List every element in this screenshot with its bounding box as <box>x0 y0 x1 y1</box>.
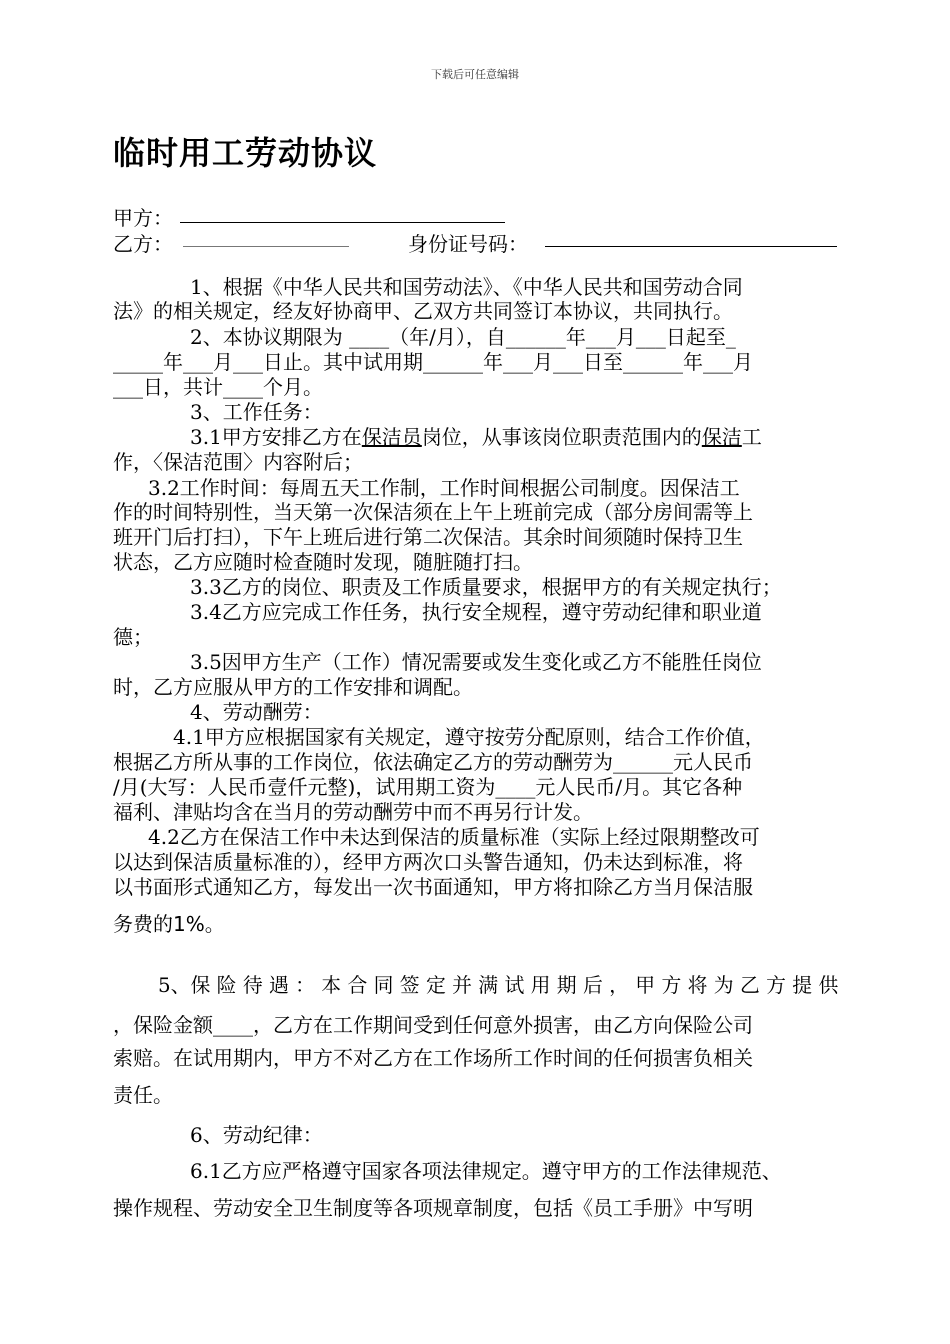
body-line <box>190 425 762 449</box>
id-number-blank[interactable] <box>545 246 837 247</box>
body-line: 1、根据《中华人民共和国劳动法》、《中华人民共和国劳动合同 <box>190 275 743 299</box>
body-line: 以书面形式通知乙方，每发出一次书面通知，甲方将扣除乙方当月保洁服 <box>113 875 753 899</box>
body-line: 班开门后打扫），下午上班后进行第二次保洁。其余时间须随时保持卫生 <box>113 525 743 549</box>
body-line: 状态，乙方应随时检查随时发现，随脏随打扫。 <box>113 550 533 574</box>
party-a-blank[interactable] <box>180 222 505 223</box>
body-line: 索赔。在试用期内，甲方不对乙方在工作场所工作时间的任何损害负相关 <box>113 1046 753 1070</box>
body-line: 以达到保洁质量标准的），经甲方两次口头警告通知，仍未达到标准，将 <box>113 850 743 874</box>
body-line: 3.3乙方的岗位、职责及工作质量要求，根据甲方的有关规定执行； <box>190 575 782 599</box>
party-b-label: 乙方： <box>113 232 173 256</box>
underlined-term: 保洁员 <box>361 425 422 449</box>
line-segment: 岗位，从事该岗位职责范围内的 <box>421 425 702 449</box>
header-note: 下载后可任意编辑 <box>431 68 519 81</box>
body-line: 6、劳动纪律： <box>190 1123 323 1147</box>
body-line: 操作规程、劳动安全卫生制度等各项规章制度，包括《员工手册》中写明 <box>113 1196 753 1220</box>
body-line: 根据乙方所从事的工作岗位，依法确定乙方的劳动酬劳为______元人民币 <box>113 750 753 774</box>
body-line: 3.4乙方应完成工作任务，执行安全规程，遵守劳动纪律和职业道 <box>190 600 762 624</box>
body-line: _____年___月___日止。其中试用期______年___月___日至______年___月 <box>113 350 753 374</box>
body-line: ，保险金额____，乙方在工作期间受到任何意外损害，由乙方向保险公司 <box>113 1013 753 1037</box>
body-line: 责任。 <box>113 1083 173 1107</box>
body-line: /月(大写：人民币壹仟元整)，试用期工资为____元人民币/月。其它各种 <box>113 775 743 799</box>
party-b-blank[interactable] <box>183 246 349 247</box>
body-line: 6.1乙方应严格遵守国家各项法律规定。遵守甲方的工作法律规范、 <box>190 1159 782 1183</box>
id-number-label: 身份证号码： <box>408 232 528 256</box>
underlined-term: 保洁 <box>701 425 742 449</box>
body-line: 福利、津贴均含在当月的劳动酬劳中而不再另行计发。 <box>113 800 593 824</box>
document-title: 临时用工劳动协议 <box>113 134 378 172</box>
body-line: 4、劳动酬劳： <box>190 700 323 724</box>
body-line: 4.2乙方在保洁工作中未达到保洁的质量标准（实际上经过限期整改可 <box>148 825 760 849</box>
body-line: 务费的1%。 <box>113 912 225 936</box>
body-line: 德； <box>113 625 153 649</box>
body-line: 4.1甲方应根据国家有关规定，遵守按劳分配原则，结合工作价值， <box>173 725 765 749</box>
body-line: 作，〈保洁范围〉内容附后； <box>113 450 363 474</box>
body-line: 5、保 险 待 遇 ： 本 合 同 签 定 并 满 试 用 期 后 ， 甲 方 将 为 乙 方 提 供 <box>158 973 839 997</box>
party-a-label: 甲方： <box>113 206 173 230</box>
body-line: 作的时间特别性，当天第一次保洁须在上午上班前完成（部分房间需等上 <box>113 500 753 524</box>
body-line: 3.5因甲方生产（工作）情况需要或发生变化或乙方不能胜任岗位 <box>190 650 762 674</box>
line-segment: 工 <box>741 425 762 449</box>
line-segment: 3.1甲方安排乙方在 <box>190 425 362 449</box>
body-line: 3.2工作时间：每周五天工作制，工作时间根据公司制度。因保洁工 <box>148 476 740 500</box>
body-line: 2、本协议期限为 ____（年/月），自______年___月___日起至_ <box>190 325 736 349</box>
body-line: ___日，共计____个月。 <box>113 375 323 399</box>
body-line: 3、工作任务： <box>190 400 323 424</box>
body-line: 时，乙方应服从甲方的工作安排和调配。 <box>113 675 473 699</box>
body-line: 法》的相关规定，经友好协商甲、乙双方共同签订本协议，共同执行。 <box>113 299 733 323</box>
